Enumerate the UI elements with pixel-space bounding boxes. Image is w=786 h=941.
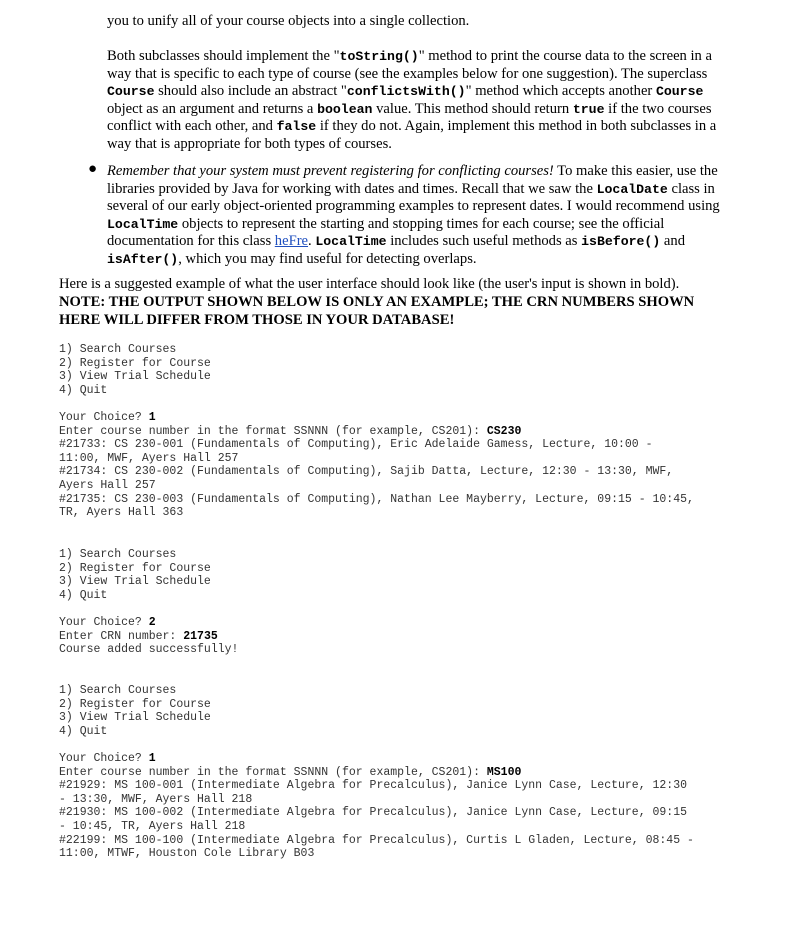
- code-true: true: [572, 101, 605, 117]
- bullet-dot-icon: ●: [88, 161, 98, 177]
- code-conflictswith: conflictsWith(): [346, 84, 466, 100]
- code-tostring: toString(): [339, 49, 419, 64]
- session-search-cs230: Your Choice? 1 Enter course number in the format SSNNN (for example, CS201): CS230 #21733: CS 230-001 (Fundamentals of Computing), Eric Adelaide Gamess, Lecture, 10:00 - 11:00, MWF, Ayers Hall 257 #21734: CS 230-002 (Fundamentals of Computing), Sajib Datta, Lecture, 12:30 - 13:30, MWF, Ayers Hall 257 #21735: CS 230-003 (Fundamentals of Computing), Nathan Lee Mayberry, Lecture, 09:15 - 10:45, TR, Ayers Hall 363: [59, 411, 694, 520]
- session-search-ms100: Your Choice? 1 Enter course number in the format SSNNN (for example, CS201): MS100 #21929: MS 100-001 (Intermediate Algebra for Precalculus), Janice Lynn Case, Lecture, 12:30 - 13:30, MWF, Ayers Hall 218 #21930: MS 100-002 (Intermediate Algebra for Precalculus), Janice Lynn Case, Lecture, 09:15 - 10:45, TR, Ayers Hall 218 #22199: MS 100-100 (Intermediate Algebra for Precalculus), Curtis L Gladen, Lecture, 08:45 - 11:00, MTWF, Houston Cole Library B03: [59, 752, 694, 861]
- menu-block: 1) Search Courses 2) Register for Course 3) View Trial Schedule 4) Quit: [59, 684, 211, 738]
- code-isbefore: isBefore(): [581, 234, 661, 250]
- code-isafter: isAfter(): [107, 251, 179, 267]
- code-course: Course: [107, 84, 155, 100]
- menu-block: 1) Search Courses 2) Register for Course 3) View Trial Schedule 4) Quit: [59, 548, 211, 602]
- paragraph-subclasses: Both subclasses should implement the "toString()" method to print the course data to the screen in a way that is specific to each type of course (see the examples below for one suggestion). The superclass Course should also include an abstract "conflictsWith()" method which accepts another Course object as an argument and returns a boolean value. This method should return true if the two courses conflict with each other, and false if they do not. Again, implement this method in both subclasses in a way that is appropriate for both types of courses.: [107, 48, 717, 152]
- code-localdate: LocalDate: [596, 181, 668, 197]
- session-register-crn: Your Choice? 2 Enter CRN number: 21735 Course added successfully!: [59, 616, 239, 657]
- paragraph-conflicts-bullet: Remember that your system must prevent registering for conflicting courses! To make this easier, use the libraries provided by Java for working with dates and times. Recall that we saw the LocalDate class in several of our early object-oriented programming examples to represent dates. I would recommend using LocalTime objects to represent the starting and stopping times for each course; see the official documentation for this class heFre. LocalTime includes such useful methods as isBefore() and isAfter(), which you may find useful for detecting overlaps.: [107, 163, 720, 267]
- code-localtime-2: LocalTime: [315, 234, 387, 250]
- paragraph-note: NOTE: THE OUTPUT SHOWN BELOW IS ONLY AN EXAMPLE; THE CRN NUMBERS SHOWN HERE WILL DIFFER FROM THOSE IN YOUR DATABASE!: [59, 294, 695, 328]
- paragraph-collection: you to unify all of your course objects into a single collection.: [107, 13, 470, 29]
- documentation-link[interactable]: heFre: [274, 233, 309, 250]
- paragraph-intro: Here is a suggested example of what the user interface should look like (the user's input is shown in bold).: [59, 276, 680, 292]
- code-course-2: Course: [655, 84, 704, 100]
- code-false: false: [276, 119, 317, 135]
- code-localtime: LocalTime: [107, 216, 179, 232]
- code-boolean: boolean: [317, 101, 373, 117]
- menu-block: 1) Search Courses 2) Register for Course 3) View Trial Schedule 4) Quit: [59, 343, 211, 397]
